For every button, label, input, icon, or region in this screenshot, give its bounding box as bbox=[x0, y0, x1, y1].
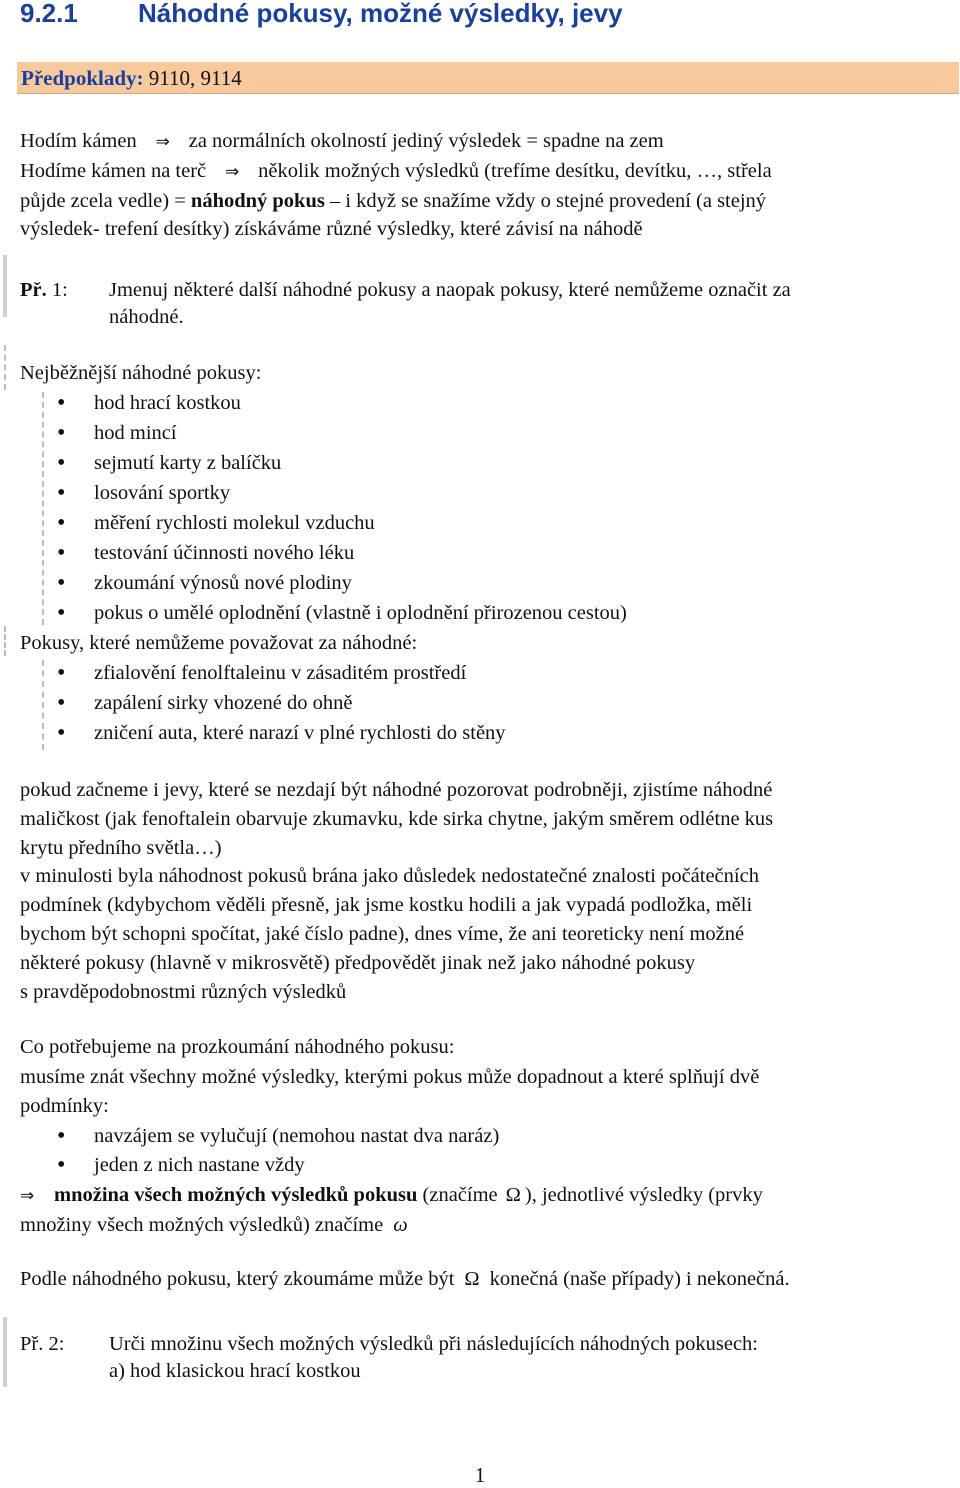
section-number: 9.2.1 bbox=[20, 0, 78, 28]
paragraph-line: Co potřebujeme na prozkoumání náhodného pokusu: bbox=[20, 1036, 455, 1058]
list-item: • testování účinnosti nového léku bbox=[20, 538, 945, 568]
example-1-text bbox=[109, 277, 949, 331]
example-1 bbox=[20, 277, 950, 337]
paragraph-text: množiny všech možných výsledků) značíme bbox=[20, 1214, 384, 1236]
sample-space-definition bbox=[20, 1181, 945, 1212]
paragraph-text: Podle náhodného pokusu, který zkoumáme může být bbox=[20, 1268, 455, 1290]
list-item: • zapálení sirky vhozené do ohně bbox=[20, 688, 945, 718]
paragraph-line: podmínek (kdybychom věděli přesně, jak jsme kostku hodili a jak vypadá podložka, měli bbox=[20, 894, 753, 917]
solution-margin-marker bbox=[4, 626, 6, 656]
paragraph-line: podmínky: bbox=[20, 1095, 109, 1117]
implies-arrow-icon: ⇒ bbox=[225, 161, 240, 182]
paragraph-line: některé pokusy (hlavně v mikrosvětě) předpovědět jinak než jako náhodné pokusy bbox=[20, 951, 696, 974]
observation-paragraph bbox=[20, 776, 945, 1006]
paragraph-line: bychom být schopni spočítat, jaké číslo padne), dnes víme, že ani teoreticky není možné bbox=[20, 922, 745, 945]
paragraph-line bbox=[20, 1211, 945, 1241]
random-experiment-term: náhodný pokus bbox=[190, 189, 325, 212]
paragraph-text: ), jednotlivé výsledky (prvky bbox=[524, 1183, 763, 1206]
paragraph-line: krytu předního světla…) bbox=[20, 836, 222, 859]
intro-text: – i když se snažíme vždy o stejné provedení (a stejný bbox=[329, 189, 767, 212]
finiteness-paragraph bbox=[20, 1265, 945, 1294]
example-label-number: 1: bbox=[51, 279, 68, 301]
intro-paragraph bbox=[20, 127, 945, 244]
solution-lists bbox=[20, 358, 945, 748]
example-margin-bar bbox=[3, 255, 7, 317]
paragraph-text: (značíme bbox=[422, 1183, 498, 1206]
requirements-paragraph bbox=[20, 1033, 945, 1241]
solution-margin-marker bbox=[4, 345, 6, 390]
example-text-line: Urči množinu všech možných výsledků při následujících náhodných pokusech: bbox=[109, 1333, 759, 1355]
list-item: • jeden z nich nastane vždy bbox=[20, 1151, 945, 1181]
example-text-line: Jmenuj některé další náhodné pokusy a naopak pokusy, které nemůžeme označit za bbox=[109, 279, 791, 301]
intro-line: výsledek- trefení desítky) získáváme různé výsledky, které závisí na náhodě bbox=[20, 218, 643, 241]
example-label-bold: Př. bbox=[20, 279, 47, 301]
prerequisites-value: 9110, 9114 bbox=[148, 66, 242, 90]
implies-arrow-icon: ⇒ bbox=[20, 1185, 35, 1206]
conditions-list bbox=[20, 1122, 945, 1181]
section-title bbox=[20, 0, 623, 29]
paragraph-line bbox=[20, 1265, 945, 1294]
list-item: • zfialovění fenolftaleinu v zásaditém prostředí bbox=[20, 658, 945, 688]
list-heading: Pokusy, které nemůžeme považovat za náhodné: bbox=[20, 632, 418, 654]
page-number: 1 bbox=[474, 1463, 486, 1487]
sample-space-term: množina všech možných výsledků pokusu bbox=[54, 1183, 418, 1206]
section-heading: Náhodné pokusy, možné výsledky, jevy bbox=[138, 0, 623, 28]
example-text-line: a) hod klasickou hrací kostkou bbox=[109, 1360, 361, 1382]
non-random-experiments-list bbox=[20, 658, 945, 748]
omega-symbol: Ω bbox=[464, 1268, 480, 1290]
example-2-label: Př. 2: bbox=[20, 1333, 65, 1355]
prerequisites-label: Předpoklady: bbox=[21, 66, 144, 90]
intro-line bbox=[20, 127, 945, 157]
example-2 bbox=[20, 1331, 950, 1391]
list-item: • sejmutí karty z balíčku bbox=[20, 448, 945, 478]
list-item: • losování sportky bbox=[20, 478, 945, 508]
random-experiments-list bbox=[20, 388, 945, 628]
list-item: • pokus o umělé oplodnění (vlastně i oplodnění přirozenou cestou) bbox=[20, 598, 945, 628]
list-item: • navzájem se vylučují (nemohou nastat dva naráz) bbox=[20, 1122, 945, 1152]
list-item: • hod hrací kostkou bbox=[20, 388, 945, 418]
intro-text: několik možných výsledků (trefíme desítku, devítku, …, střela bbox=[258, 159, 772, 182]
paragraph-line: maličkost (jak fenoftalein obarvuje zkumavku, kde sirka chytne, jakým směrem odlétne kus bbox=[20, 807, 774, 830]
paragraph-line: s pravděpodobnostmi různých výsledků bbox=[20, 980, 347, 1003]
list-item: • zkoumání výnosů nové plodiny bbox=[20, 568, 945, 598]
paragraph-line: pokud začneme i jevy, které se nezdají být náhodné pozorovat podrobněji, zjistíme náhodné bbox=[20, 779, 773, 801]
example-1-label bbox=[20, 277, 68, 304]
intro-line bbox=[20, 157, 945, 187]
list-item: • měření rychlosti molekul vzduchu bbox=[20, 508, 945, 538]
implies-arrow-icon: ⇒ bbox=[155, 132, 170, 152]
list-item: • hod mincí bbox=[20, 418, 945, 448]
prerequisites-bar bbox=[17, 62, 959, 94]
paragraph-text: konečná (naše případy) i nekonečná. bbox=[489, 1268, 790, 1290]
example-text-line: náhodné. bbox=[109, 306, 184, 328]
example-2-text bbox=[109, 1331, 949, 1385]
intro-line bbox=[20, 187, 945, 216]
intro-text: Hodíme kámen na terč bbox=[20, 159, 207, 182]
intro-text: Hodím kámen bbox=[20, 130, 137, 152]
example-margin-bar bbox=[3, 1317, 7, 1387]
intro-text: za normálních okolností jediný výsledek = spadne na zem bbox=[188, 130, 664, 152]
intro-text: půjde zcela vedle) = bbox=[20, 189, 186, 212]
list-item: • zničení auta, které narazí v plné rychlosti do stěny bbox=[20, 718, 945, 748]
omega-symbol: Ω bbox=[505, 1183, 521, 1206]
paragraph-line: musíme znát všechny možné výsledky, kterými pokus může dopadnout a které splňují dvě bbox=[20, 1065, 760, 1088]
small-omega-symbol: ω bbox=[393, 1214, 408, 1236]
list-heading: Nejběžnější náhodné pokusy: bbox=[20, 362, 262, 384]
paragraph-line: v minulosti byla náhodnost pokusů brána jako důsledek nedostatečné znalosti počátečních bbox=[20, 865, 759, 888]
